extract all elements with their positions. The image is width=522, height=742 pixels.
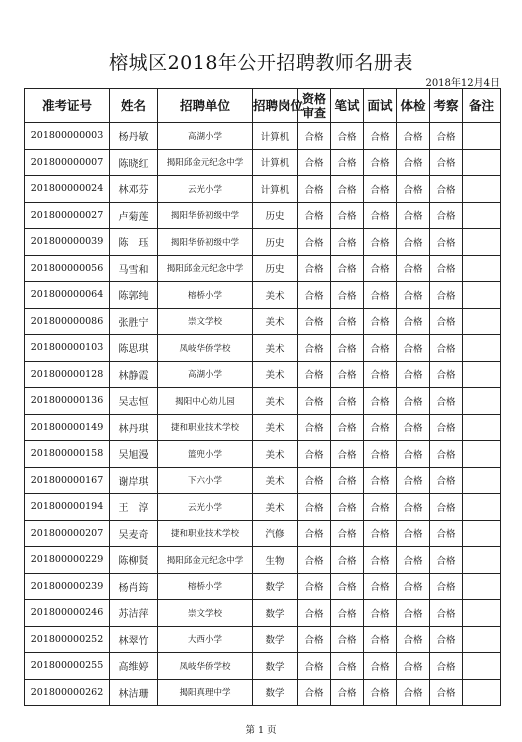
cell-physical: 合格 (397, 414, 430, 441)
cell-position: 数学 (253, 600, 298, 627)
cell-written: 合格 (331, 414, 364, 441)
cell-name: 杨丹敏 (110, 123, 158, 150)
cell-position: 计算机 (253, 176, 298, 203)
cell-qualification: 合格 (298, 335, 331, 362)
cell-name: 张胜宁 (110, 308, 158, 335)
cell-inspection: 合格 (430, 494, 463, 521)
cell-written: 合格 (331, 441, 364, 468)
cell-position: 生物 (253, 547, 298, 574)
cell-interview: 合格 (364, 255, 397, 282)
cell-remarks (463, 441, 501, 468)
cell-position: 美术 (253, 414, 298, 441)
cell-unit: 篮兜小学 (158, 441, 253, 468)
table-row (25, 176, 501, 203)
table-header (25, 89, 501, 123)
cell-interview: 合格 (364, 308, 397, 335)
cell-remarks (463, 149, 501, 176)
table-row (25, 467, 501, 494)
cell-id: 201800000064 (25, 282, 110, 309)
cell-name: 杨肖筠 (110, 573, 158, 600)
cell-name: 林邓芬 (110, 176, 158, 203)
cell-qualification: 合格 (298, 388, 331, 415)
cell-remarks (463, 653, 501, 680)
cell-remarks (463, 255, 501, 282)
cell-written: 合格 (331, 388, 364, 415)
header-row (25, 89, 501, 123)
cell-unit: 凤岐华侨学校 (158, 653, 253, 680)
cell-inspection: 合格 (430, 441, 463, 468)
table-row (25, 255, 501, 282)
cell-qualification: 合格 (298, 467, 331, 494)
cell-inspection: 合格 (430, 229, 463, 256)
cell-id: 201800000056 (25, 255, 110, 282)
cell-interview: 合格 (364, 414, 397, 441)
cell-physical: 合格 (397, 361, 430, 388)
cell-id: 201800000194 (25, 494, 110, 521)
cell-physical: 合格 (397, 149, 430, 176)
cell-inspection: 合格 (430, 600, 463, 627)
cell-position: 美术 (253, 282, 298, 309)
cell-position: 美术 (253, 335, 298, 362)
table-row (25, 414, 501, 441)
table-row (25, 335, 501, 362)
document-date: 2018年12月4日 (425, 78, 500, 89)
cell-qualification: 合格 (298, 494, 331, 521)
table-row (25, 388, 501, 415)
cell-inspection: 合格 (430, 520, 463, 547)
cell-written: 合格 (331, 123, 364, 150)
cell-written: 合格 (331, 653, 364, 680)
cell-qualification: 合格 (298, 653, 331, 680)
cell-qualification: 合格 (298, 679, 331, 706)
cell-id: 201800000149 (25, 414, 110, 441)
cell-physical: 合格 (397, 441, 430, 468)
header-interview: 面试 (364, 89, 397, 123)
header-unit: 招聘单位 (158, 89, 253, 123)
cell-qualification: 合格 (298, 361, 331, 388)
cell-written: 合格 (331, 176, 364, 203)
cell-id: 201800000007 (25, 149, 110, 176)
table-row (25, 123, 501, 150)
cell-unit: 凤岐华侨学校 (158, 335, 253, 362)
cell-inspection: 合格 (430, 176, 463, 203)
cell-position: 数学 (253, 626, 298, 653)
cell-inspection: 合格 (430, 335, 463, 362)
cell-name: 陈 珏 (110, 229, 158, 256)
cell-name: 谢岸琪 (110, 467, 158, 494)
cell-id: 201800000003 (25, 123, 110, 150)
cell-interview: 合格 (364, 441, 397, 468)
cell-name: 苏洁萍 (110, 600, 158, 627)
cell-id: 201800000027 (25, 202, 110, 229)
cell-name: 卢菊莲 (110, 202, 158, 229)
cell-unit: 揭阳真理中学 (158, 679, 253, 706)
cell-interview: 合格 (364, 361, 397, 388)
table-row (25, 441, 501, 468)
cell-id: 201800000262 (25, 679, 110, 706)
cell-remarks (463, 123, 501, 150)
cell-remarks (463, 679, 501, 706)
cell-name: 陈柳贤 (110, 547, 158, 574)
cell-unit: 高湖小学 (158, 361, 253, 388)
cell-written: 合格 (331, 255, 364, 282)
cell-position: 计算机 (253, 149, 298, 176)
cell-remarks (463, 176, 501, 203)
cell-physical: 合格 (397, 600, 430, 627)
cell-inspection: 合格 (430, 361, 463, 388)
cell-inspection: 合格 (430, 573, 463, 600)
cell-qualification: 合格 (298, 255, 331, 282)
table-row (25, 679, 501, 706)
cell-written: 合格 (331, 573, 364, 600)
cell-written: 合格 (331, 679, 364, 706)
cell-physical: 合格 (397, 679, 430, 706)
cell-inspection: 合格 (430, 388, 463, 415)
cell-name: 吴麦奇 (110, 520, 158, 547)
cell-position: 数学 (253, 573, 298, 600)
table-row (25, 229, 501, 256)
cell-unit: 揭阳邱金元纪念中学 (158, 547, 253, 574)
cell-qualification: 合格 (298, 282, 331, 309)
cell-id: 201800000039 (25, 229, 110, 256)
table-row (25, 653, 501, 680)
cell-physical: 合格 (397, 229, 430, 256)
cell-id: 201800000252 (25, 626, 110, 653)
cell-remarks (463, 308, 501, 335)
cell-name: 林翠竹 (110, 626, 158, 653)
cell-written: 合格 (331, 467, 364, 494)
cell-physical: 合格 (397, 653, 430, 680)
cell-physical: 合格 (397, 547, 430, 574)
cell-physical: 合格 (397, 282, 430, 309)
cell-position: 计算机 (253, 123, 298, 150)
cell-physical: 合格 (397, 573, 430, 600)
cell-interview: 合格 (364, 229, 397, 256)
cell-id: 201800000158 (25, 441, 110, 468)
cell-interview: 合格 (364, 123, 397, 150)
cell-id: 201800000207 (25, 520, 110, 547)
cell-position: 美术 (253, 388, 298, 415)
cell-name: 马雪和 (110, 255, 158, 282)
cell-position: 数学 (253, 653, 298, 680)
cell-interview: 合格 (364, 547, 397, 574)
cell-remarks (463, 520, 501, 547)
cell-inspection: 合格 (430, 547, 463, 574)
table-body (25, 123, 501, 706)
page-title: 榕城区2018年公开招聘教师名册表 (109, 52, 413, 74)
cell-interview: 合格 (364, 202, 397, 229)
cell-name: 林丹琪 (110, 414, 158, 441)
cell-name: 吴志恒 (110, 388, 158, 415)
cell-interview: 合格 (364, 494, 397, 521)
header-position: 招聘岗位 (253, 89, 298, 123)
cell-remarks (463, 626, 501, 653)
cell-inspection: 合格 (430, 308, 463, 335)
cell-unit: 云光小学 (158, 494, 253, 521)
roster-table (24, 88, 501, 706)
cell-written: 合格 (331, 149, 364, 176)
cell-written: 合格 (331, 229, 364, 256)
cell-position: 美术 (253, 467, 298, 494)
cell-physical: 合格 (397, 255, 430, 282)
cell-interview: 合格 (364, 335, 397, 362)
header-written: 笔试 (331, 89, 364, 123)
cell-name: 陈郭纯 (110, 282, 158, 309)
cell-qualification: 合格 (298, 441, 331, 468)
cell-inspection: 合格 (430, 202, 463, 229)
cell-interview: 合格 (364, 626, 397, 653)
cell-id: 201800000167 (25, 467, 110, 494)
cell-unit: 崇文学校 (158, 308, 253, 335)
table-row (25, 202, 501, 229)
cell-id: 201800000246 (25, 600, 110, 627)
cell-physical: 合格 (397, 123, 430, 150)
table-row (25, 626, 501, 653)
cell-remarks (463, 573, 501, 600)
cell-name: 陈思琪 (110, 335, 158, 362)
cell-unit: 高湖小学 (158, 123, 253, 150)
cell-qualification: 合格 (298, 414, 331, 441)
cell-physical: 合格 (397, 335, 430, 362)
cell-interview: 合格 (364, 388, 397, 415)
cell-qualification: 合格 (298, 202, 331, 229)
cell-written: 合格 (331, 547, 364, 574)
cell-unit: 崇文学校 (158, 600, 253, 627)
cell-id: 201800000128 (25, 361, 110, 388)
cell-id: 201800000103 (25, 335, 110, 362)
cell-position: 历史 (253, 202, 298, 229)
table-row (25, 547, 501, 574)
cell-written: 合格 (331, 308, 364, 335)
cell-unit: 揭阳邱金元纪念中学 (158, 149, 253, 176)
cell-id: 201800000255 (25, 653, 110, 680)
cell-position: 美术 (253, 441, 298, 468)
header-qualification: 资格审查 (298, 89, 331, 123)
cell-interview: 合格 (364, 176, 397, 203)
cell-remarks (463, 414, 501, 441)
cell-position: 美术 (253, 308, 298, 335)
cell-qualification: 合格 (298, 520, 331, 547)
cell-position: 美术 (253, 361, 298, 388)
cell-physical: 合格 (397, 626, 430, 653)
cell-interview: 合格 (364, 653, 397, 680)
cell-physical: 合格 (397, 308, 430, 335)
cell-unit: 揭阳中心幼儿园 (158, 388, 253, 415)
header-physical: 体检 (397, 89, 430, 123)
page-number: 第 1 页 (245, 725, 277, 736)
cell-remarks (463, 467, 501, 494)
cell-physical: 合格 (397, 494, 430, 521)
cell-unit: 捷和职业技术学校 (158, 414, 253, 441)
table-row (25, 282, 501, 309)
cell-written: 合格 (331, 202, 364, 229)
header-name: 姓名 (110, 89, 158, 123)
cell-qualification: 合格 (298, 547, 331, 574)
cell-written: 合格 (331, 335, 364, 362)
table-row (25, 308, 501, 335)
cell-qualification: 合格 (298, 123, 331, 150)
cell-inspection: 合格 (430, 123, 463, 150)
cell-remarks (463, 282, 501, 309)
cell-written: 合格 (331, 626, 364, 653)
cell-position: 美术 (253, 494, 298, 521)
cell-qualification: 合格 (298, 229, 331, 256)
cell-remarks (463, 229, 501, 256)
cell-qualification: 合格 (298, 600, 331, 627)
cell-inspection: 合格 (430, 282, 463, 309)
cell-physical: 合格 (397, 176, 430, 203)
cell-id: 201800000239 (25, 573, 110, 600)
cell-name: 林洁珊 (110, 679, 158, 706)
cell-qualification: 合格 (298, 176, 331, 203)
cell-interview: 合格 (364, 600, 397, 627)
cell-remarks (463, 335, 501, 362)
cell-remarks (463, 202, 501, 229)
table-row (25, 520, 501, 547)
cell-position: 数学 (253, 679, 298, 706)
cell-id: 201800000229 (25, 547, 110, 574)
cell-name: 王 淳 (110, 494, 158, 521)
cell-physical: 合格 (397, 520, 430, 547)
cell-position: 汽修 (253, 520, 298, 547)
cell-unit: 揭阳华侨初级中学 (158, 229, 253, 256)
cell-remarks (463, 547, 501, 574)
table-row (25, 149, 501, 176)
cell-remarks (463, 388, 501, 415)
cell-position: 历史 (253, 229, 298, 256)
cell-id: 201800000136 (25, 388, 110, 415)
cell-written: 合格 (331, 361, 364, 388)
cell-unit: 捷和职业技术学校 (158, 520, 253, 547)
header-inspection: 考察 (430, 89, 463, 123)
cell-written: 合格 (331, 520, 364, 547)
cell-interview: 合格 (364, 573, 397, 600)
cell-written: 合格 (331, 282, 364, 309)
cell-id: 201800000024 (25, 176, 110, 203)
cell-remarks (463, 494, 501, 521)
cell-name: 吴旭漫 (110, 441, 158, 468)
cell-unit: 下六小学 (158, 467, 253, 494)
cell-unit: 揭阳华侨初级中学 (158, 202, 253, 229)
cell-inspection: 合格 (430, 414, 463, 441)
cell-physical: 合格 (397, 388, 430, 415)
cell-interview: 合格 (364, 149, 397, 176)
cell-name: 高维婷 (110, 653, 158, 680)
cell-interview: 合格 (364, 282, 397, 309)
cell-name: 林静霞 (110, 361, 158, 388)
cell-unit: 揭阳邱金元纪念中学 (158, 255, 253, 282)
cell-inspection: 合格 (430, 149, 463, 176)
cell-interview: 合格 (364, 520, 397, 547)
cell-unit: 大西小学 (158, 626, 253, 653)
cell-qualification: 合格 (298, 308, 331, 335)
table-row (25, 361, 501, 388)
table-row (25, 494, 501, 521)
table-row (25, 600, 501, 627)
cell-physical: 合格 (397, 467, 430, 494)
cell-qualification: 合格 (298, 149, 331, 176)
cell-interview: 合格 (364, 679, 397, 706)
cell-inspection: 合格 (430, 255, 463, 282)
cell-qualification: 合格 (298, 626, 331, 653)
cell-inspection: 合格 (430, 467, 463, 494)
cell-position: 历史 (253, 255, 298, 282)
cell-remarks (463, 600, 501, 627)
cell-name: 陈晓红 (110, 149, 158, 176)
cell-inspection: 合格 (430, 679, 463, 706)
header-remarks: 备注 (463, 89, 501, 123)
cell-physical: 合格 (397, 202, 430, 229)
cell-unit: 云光小学 (158, 176, 253, 203)
cell-remarks (463, 361, 501, 388)
header-id: 准考证号 (25, 89, 110, 123)
cell-unit: 榕桥小学 (158, 573, 253, 600)
cell-written: 合格 (331, 600, 364, 627)
cell-interview: 合格 (364, 467, 397, 494)
cell-id: 201800000086 (25, 308, 110, 335)
cell-inspection: 合格 (430, 626, 463, 653)
cell-qualification: 合格 (298, 573, 331, 600)
cell-unit: 榕桥小学 (158, 282, 253, 309)
cell-written: 合格 (331, 494, 364, 521)
cell-inspection: 合格 (430, 653, 463, 680)
table-row (25, 573, 501, 600)
